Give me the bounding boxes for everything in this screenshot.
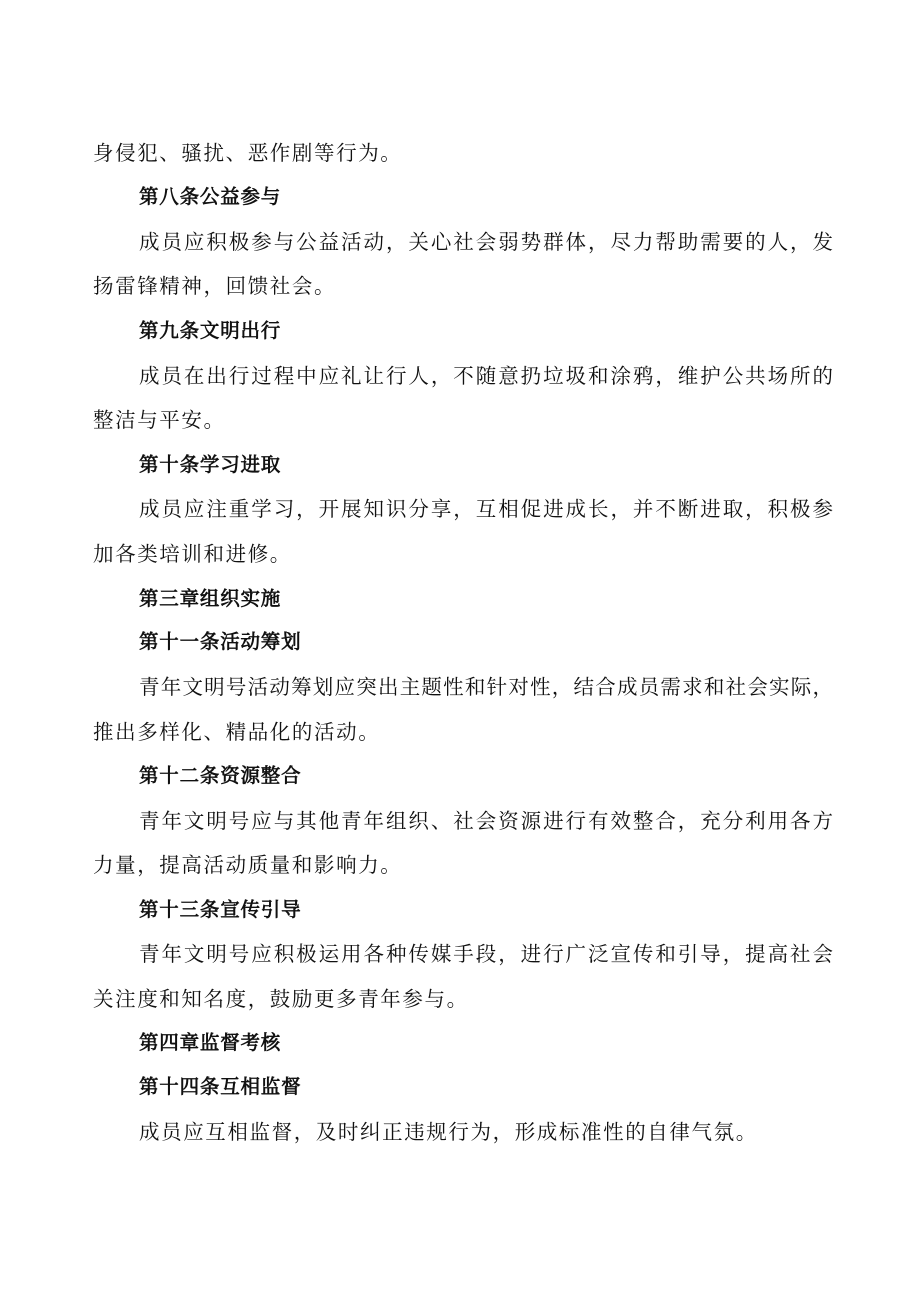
article-11-heading: 第十一条活动筹划 [139,630,302,653]
article-12-text-line-2: 力量，提高活动质量和影响力。 [93,853,403,877]
article-8-text-line-2: 扬雷锋精神，回馈社会。 [93,274,337,298]
article-9-text-line-2: 整洁与平安。 [93,408,226,432]
chapter-3-heading: 第三章组织实施 [139,587,282,610]
article-8-text-line-1: 成员应积极参与公益活动，关心社会弱势群体，尽力帮助需要的人，发 [139,230,833,254]
article-13-heading: 第十三条宣传引导 [139,898,302,921]
paragraph-continuation: 身侵犯、骚扰、恶作剧等行为。 [93,141,403,165]
article-10-heading: 第十条学习进取 [139,453,282,476]
article-10-text-line-1: 成员应注重学习，开展知识分享，互相促进成长，并不断进取，积极参 [139,497,833,521]
article-14-text-line-1: 成员应互相监督，及时纠正违规行为，形成标准性的自律气氛。 [139,1120,758,1144]
article-13-text-line-2: 关注度和知名度，鼓励更多青年参与。 [93,987,469,1011]
chapter-4-heading: 第四章监督考核 [139,1031,282,1054]
article-12-heading: 第十二条资源整合 [139,764,302,787]
article-9-text-line-1: 成员在出行过程中应礼让行人，不随意扔垃圾和涂鸦，维护公共场所的 [139,364,833,388]
article-9-heading: 第九条文明出行 [139,319,282,342]
article-10-text-line-2: 加各类培训和进修。 [93,542,292,566]
article-11-text-line-2: 推出多样化、精品化的活动。 [93,720,381,744]
article-13-text-line-1: 青年文明号应积极运用各种传媒手段，进行广泛宣传和引导，提高社会 [139,942,833,966]
article-12-text-line-1: 青年文明号应与其他青年组织、社会资源进行有效整合，充分利用各方 [139,809,833,833]
article-11-text-line-1: 青年文明号活动筹划应突出主题性和针对性，结合成员需求和社会实际， [139,675,833,699]
article-8-heading: 第八条公益参与 [139,185,282,208]
article-14-heading: 第十四条互相监督 [139,1075,302,1098]
